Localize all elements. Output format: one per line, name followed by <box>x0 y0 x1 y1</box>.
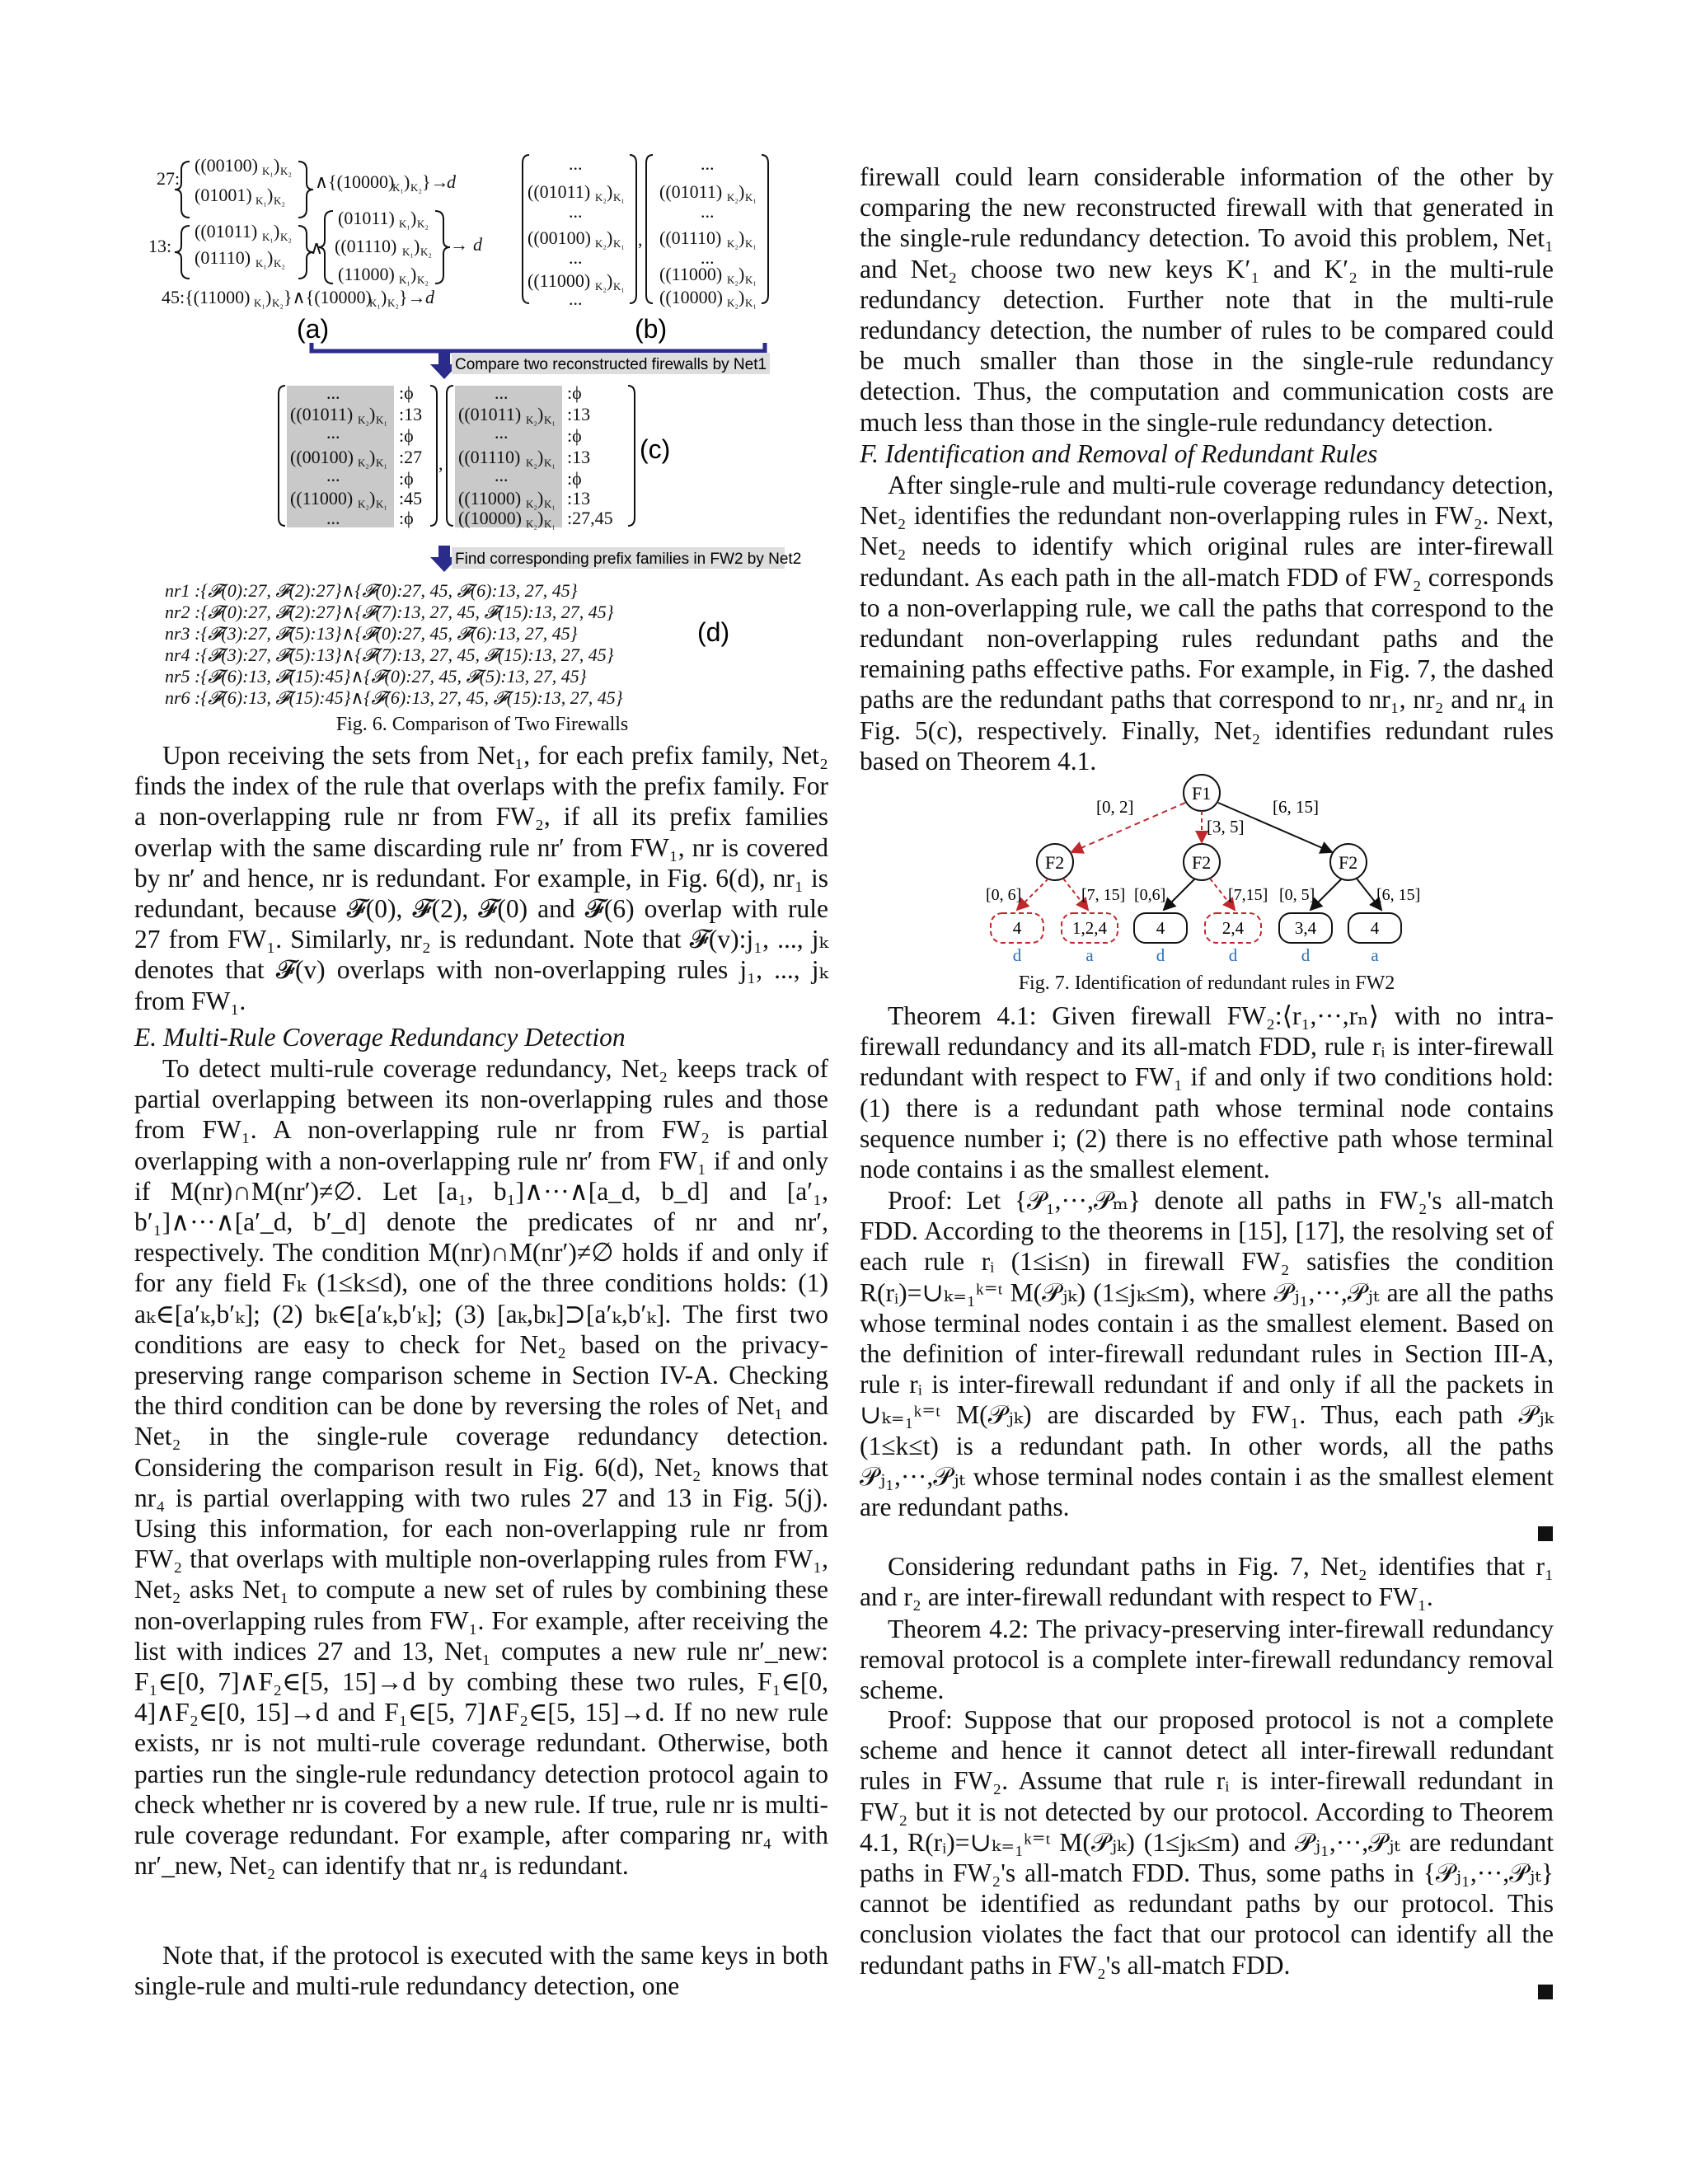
d-row: nr5 :{𝓕(6):13, 𝓕(15):45}∧{𝓕(0):27, 45, 𝓕(5):13, 27, 45} <box>165 666 587 687</box>
svg-text:K₁: K₁ <box>262 165 274 177</box>
fdd-decision: d <box>1012 945 1022 965</box>
svg-text:K₁: K₁ <box>745 191 757 204</box>
fig6-a-label27: 27: <box>157 168 181 189</box>
c-right-value: :ϕ <box>567 382 582 403</box>
c-right-value: :13 <box>567 447 591 467</box>
fdd-decision: a <box>1085 945 1094 965</box>
svg-text:): ) <box>738 264 745 284</box>
fdd-edge-label: [0, 2] <box>1096 797 1134 817</box>
c-left-value: :ϕ <box>399 425 414 446</box>
fdd-decision: d <box>1228 945 1238 965</box>
svg-text:...: ... <box>326 465 340 485</box>
svg-text:K₂: K₂ <box>727 297 738 309</box>
svg-text:∧{(10000): ∧{(10000) <box>315 171 395 192</box>
fdd-leaf-label: 4 <box>1012 918 1022 938</box>
svg-text:): ) <box>738 181 745 202</box>
fdd-edge-label: [3, 5] <box>1207 817 1245 837</box>
svg-text:((10000): ((10000) <box>458 508 522 528</box>
figure-6-caption: Fig. 6. Comparison of Two Firewalls <box>335 714 629 735</box>
left-paragraph-3: Note that, if the protocol is executed with the same keys in both single-rule and multi-rule redundancy detection, one <box>134 1941 828 2001</box>
fdd-root-label: F1 <box>1192 783 1212 804</box>
svg-text:K₂: K₂ <box>595 191 607 204</box>
c-right-value: :13 <box>567 488 591 509</box>
svg-text:K₂: K₂ <box>727 237 738 250</box>
figure-7-graphic <box>973 766 1434 972</box>
fig6-panel-a <box>148 155 483 309</box>
fdd-edge-label: [0,6] <box>1134 886 1166 904</box>
svg-text:K₂: K₂ <box>358 457 369 469</box>
c-left-value: :ϕ <box>399 468 414 489</box>
right-paragraph-2: After single-rule and multi-rule coverage redundancy detection, Net₂ identifies the redundant non-overlapping rules in FW₂. Next, Net₂ needs to identify which original rules are inter-firewall redundant. As each path in the all-match FDD of FW₂ corresponds to a non-overlapping rule, we call the paths that correspond to the redundant non-overlapping rules redundant paths and the remaining paths effective paths. For example, in Fig. 7, the dashed paths are the redundant paths that correspond to nr₁, nr₂ and nr₄ in Fig. 5(c), respectively. Finally, Net₂ identifies redundant rules based on Theorem 4.1. <box>860 471 1554 776</box>
svg-text:((11000): ((11000) <box>290 488 354 509</box>
svg-text:K₁: K₁ <box>256 257 267 269</box>
fig6-label-d: (d) <box>697 617 730 647</box>
svg-text:...: ... <box>701 153 715 174</box>
svg-text:K₁: K₁ <box>402 246 414 258</box>
svg-text:,: , <box>438 453 443 474</box>
svg-text:): ) <box>607 270 613 291</box>
svg-text:): ) <box>414 236 420 256</box>
svg-text:((01110): ((01110) <box>335 236 397 256</box>
fdd-leaf-label: 4 <box>1156 918 1165 938</box>
svg-text:K₂: K₂ <box>417 274 429 286</box>
fdd-edge-label: [6, 15] <box>1376 886 1421 904</box>
left-paragraph-1: Upon receiving the sets from Net₁, for each prefix family, Net₂ finds the index of the rule that overlaps with the prefix family. For a non-overlapping rule nr from FW₂, if all its prefix families overlap with the same discarding rule nr′ from FW₁, nr is covered by nr′ and hence, nr is redundant. For example, in Fig. 6(d), nr₁ is redundant, because 𝓕(0), 𝓕(2), 𝓕(0) and 𝓕(6) overlap with rule 27 from FW₁. Similarly, nr₂ is redundant. Note that 𝓕(v):j₁, ..., jₖ denotes that 𝓕(v) overlaps with non-overlapping rules j₁, ..., jₖ from FW₁. <box>134 741 828 1015</box>
svg-text:K₁: K₁ <box>399 274 410 286</box>
svg-text:K₁: K₁ <box>392 181 404 194</box>
svg-text:...: ... <box>701 201 715 222</box>
svg-text:K₁: K₁ <box>256 194 267 207</box>
c-left-value: :13 <box>399 404 423 424</box>
fdd-node-label: F2 <box>1192 852 1212 873</box>
c-right-value: :27,45 <box>567 508 613 528</box>
fdd-decision: d <box>1156 945 1165 965</box>
d-row: nr2 :{𝓕(0):27, 𝓕(2):27}∧{𝓕(7):13, 27, 45, 𝓕(15):13, 27, 45} <box>165 602 614 622</box>
svg-text:...: ... <box>569 247 583 268</box>
svg-text:): ) <box>369 404 376 424</box>
fig6-panel-c <box>279 382 635 530</box>
svg-text:K₂: K₂ <box>274 194 285 207</box>
fdd-leaf-label: 2,4 <box>1221 918 1245 938</box>
left-paragraph-2: To detect multi-rule coverage redundancy, Net₂ keeps track of partial overlapping between its non-overlapping rules and those from FW₁. A non-overlapping rule nr from FW₂ is partial overlapping with a non-overlapping rule nr′ from FW₁ if and only if M(nr)∩M(nr′)≠∅. Let [a₁, b₁]∧···∧[a_d, b_d] and [a′₁, b′₁]∧···∧[a′_d, b′_d] denote the predicates of nr and nr′, respectively. The condition M(nr)∩M(nr′)≠∅ holds if and only if for any field Fₖ (1≤k≤d), one of the three conditions holds: (1) aₖ∈[a′ₖ,b′ₖ]; (2) bₖ∈[a′ₖ,b′ₖ]; (3) [aₖ,bₖ]⊃[a′ₖ,b′ₖ]. The first two conditions are easy to check for Net₂ based on the privacy-preserving range comparison scheme in Section IV-A. Checking the third condition can be done by reversing the roles of Net₁ and Net₂ in the single-rule coverage redundancy detection. Considering the comparison result in Fig. 6(d), Net₂ knows that nr₄ is partial overlapping with two rules 27 and 13 in Fig. 5(j). Using this information, for each non-overlapping rule nr from FW₂ that overlaps with multiple non-overlapping rules from FW₁, Net₂ asks Net₁ to compute a new set of rules by combining these non-overlapping rules from FW₁. For example, after receiving the list with indices 27 and 13, Net₁ computes a new rule nr′_new: F₁∈[0, 7]∧F₂∈[5, 15]→d by combing these two rules, F₁∈[0, 4]∧F₂∈[0, 15]→d and F₁∈[5, 7]∧F₂∈[5, 15]→d. If no new rule exists, nr is not multi-rule coverage redundant. Otherwise, both parties run the single-rule redundancy detection protocol again to check whether nr is covered by a new rule. If true, rule nr is multi-rule coverage redundant. For example, after comparing nr₄ with nr′_new, Net₂ can identify that nr₄ is redundant. <box>134 1054 828 1881</box>
fig6-arrow2-text: Find corresponding prefix families in FW2 by Net2 <box>455 551 802 568</box>
fdd-edge-label: [0, 5] <box>1279 886 1315 904</box>
fig6-label-b: (b) <box>635 314 668 344</box>
svg-text:...: ... <box>701 247 715 268</box>
svg-text:...: ... <box>569 153 583 174</box>
svg-text:): ) <box>738 227 745 248</box>
svg-text:K₂: K₂ <box>274 257 285 269</box>
svg-text:): ) <box>267 185 274 205</box>
svg-text:45:{(11000): 45:{(11000) <box>162 287 251 307</box>
svg-text:((11000): ((11000) <box>458 488 522 509</box>
svg-text:): ) <box>537 488 544 509</box>
theorem-4-1: Theorem 4.1: Given firewall FW₂:⟨r₁,···,rₙ⟩ with no intra-firewall redundancy and its all-match FDD, rule rᵢ is inter-firewall redundant with respect to FW₁ if and only if two conditions hold: (1) there is a redundant path whose terminal node contains sequence number i; (2) there is no effective path whose terminal node contains i as the smallest element. <box>860 1001 1554 1184</box>
svg-text:(01110): (01110) <box>195 247 251 268</box>
svg-text:K₁: K₁ <box>745 274 757 286</box>
svg-text:K₁: K₁ <box>544 457 556 469</box>
svg-text:((01011): ((01011) <box>528 181 591 202</box>
c-left-value: :ϕ <box>399 382 414 403</box>
svg-text:): ) <box>265 287 272 307</box>
svg-text:K₁: K₁ <box>745 297 757 309</box>
svg-text:((00100): ((00100) <box>528 227 591 248</box>
svg-text:((01011): ((01011) <box>290 404 354 424</box>
svg-text:...: ... <box>326 422 340 443</box>
fdd-leaf-label: 3,4 <box>1294 918 1317 938</box>
svg-text:K₂: K₂ <box>526 498 537 510</box>
svg-text:): ) <box>274 155 280 176</box>
svg-text:): ) <box>537 404 544 424</box>
d-row: nr4 :{𝓕(3):27, 𝓕(5):13}∧{𝓕(7):13, 27, 45, 𝓕(15):13, 27, 45} <box>165 644 614 665</box>
svg-text:K₁: K₁ <box>613 191 625 204</box>
svg-text:K₁: K₁ <box>376 498 387 510</box>
d-row: nr3 :{𝓕(3):27, 𝓕(5):13}∧{𝓕(0):27, 45, 𝓕(6):13, 27, 45} <box>165 623 578 644</box>
svg-text:K₂: K₂ <box>526 518 537 530</box>
svg-text:K₂: K₂ <box>410 181 422 194</box>
svg-text:): ) <box>537 447 544 467</box>
svg-text:...: ... <box>326 382 340 403</box>
svg-text:K₂: K₂ <box>526 414 537 426</box>
fig6-arrow1-text: Compare two reconstructed firewalls by Net1 <box>455 356 767 373</box>
svg-text:K₁: K₁ <box>544 498 556 510</box>
end-of-proof-icon <box>1538 1526 1553 1541</box>
right-paragraph-3: Considering redundant paths in Fig. 7, Net₂ identifies that r₁ and r₂ are inter-firewall redundant with respect to FW₁. <box>860 1552 1554 1612</box>
c-right-value: :13 <box>567 404 591 424</box>
svg-text:...: ... <box>569 201 583 222</box>
svg-text:((11000): ((11000) <box>659 264 723 284</box>
section-heading-e: E. Multi-Rule Coverage Redundancy Detection <box>134 1023 626 1052</box>
svg-text:}∧{(10000): }∧{(10000) <box>284 287 372 307</box>
svg-text:K₁: K₁ <box>254 297 265 309</box>
svg-text:...: ... <box>326 508 340 528</box>
svg-text:∧: ∧ <box>310 237 324 258</box>
fdd-edge-label: [7,15] <box>1228 886 1268 904</box>
figure-6 <box>124 147 841 740</box>
svg-text:(11000): (11000) <box>338 264 395 284</box>
fig6-panel-d <box>165 580 623 708</box>
proof-1: Proof: Let {𝒫₁,···,𝒫ₘ} denote all paths in FW₂'s all-match FDD. According to the theorems in [15], [17], the resolving set of each rule rᵢ (1≤i≤n) in firewall FW₂ satisfies the condition R(rᵢ)=∪ₖ₌₁ᵏ⁼ᵗ M(𝒫ⱼₖ) (1≤jₖ≤m), where 𝒫ⱼ₁,···,𝒫ⱼₜ are all the paths whose terminal nodes contain i as the smallest element. Based on the definition of inter-firewall redundant rules in Section III-A, rule rᵢ is inter-firewall redundant if and only if all the packets in ∪ₖ₌₁ᵏ⁼ᵗ M(𝒫ⱼₖ) are discarded by FW₁. Thus, each path 𝒫ⱼₖ (1≤k≤t) is a redundant path. In other words, all the paths 𝒫ⱼ₁,···,𝒫ⱼₜ whose terminal nodes contain i as the smallest element are redundant paths. <box>860 1186 1554 1522</box>
fig6-panel-b <box>523 153 768 309</box>
svg-text:): ) <box>267 247 274 268</box>
svg-text:K₂: K₂ <box>595 237 607 250</box>
svg-text:...: ... <box>495 382 509 403</box>
svg-text:): ) <box>607 181 613 202</box>
svg-text:...: ... <box>569 288 583 309</box>
svg-text:((01110): ((01110) <box>659 227 722 248</box>
svg-text:K₁: K₁ <box>369 297 381 309</box>
svg-text:K₂: K₂ <box>727 191 738 204</box>
svg-text:): ) <box>537 508 544 528</box>
fig6-label-c: (c) <box>640 434 671 464</box>
svg-text:(01001): (01001) <box>195 185 252 205</box>
svg-text:((00100): ((00100) <box>290 447 354 467</box>
svg-text:K₁: K₁ <box>613 280 625 293</box>
svg-text:d: d <box>473 234 482 255</box>
svg-text:d: d <box>447 171 456 192</box>
fdd-leaf-label: 4 <box>1370 918 1380 938</box>
svg-text:K₂: K₂ <box>387 297 399 309</box>
svg-text:): ) <box>410 208 417 228</box>
svg-text:,: , <box>638 229 643 250</box>
svg-text:K₂: K₂ <box>727 274 738 286</box>
svg-text:): ) <box>410 264 417 284</box>
figure-6-graphic <box>124 147 841 740</box>
svg-text:K₂: K₂ <box>358 498 369 510</box>
svg-text:): ) <box>607 227 613 248</box>
end-of-proof-icon <box>1538 1985 1553 1999</box>
svg-text:K₂: K₂ <box>595 280 607 293</box>
theorem-4-2: Theorem 4.2: The privacy-preserving inter-firewall redundancy removal protocol is a complete inter-firewall redundancy removal scheme. <box>860 1615 1554 1705</box>
svg-text:((11000): ((11000) <box>528 270 591 291</box>
svg-text:((01011): ((01011) <box>195 221 258 241</box>
fdd-decision: d <box>1301 945 1311 965</box>
c-left-value: :ϕ <box>399 508 414 528</box>
fig6-c-right-values <box>567 382 613 528</box>
svg-text:}→: }→ <box>422 171 449 192</box>
fdd-node-label: F2 <box>1045 852 1065 873</box>
svg-text:K₁: K₁ <box>262 231 274 243</box>
svg-text:): ) <box>404 171 410 192</box>
svg-text:d: d <box>425 287 434 307</box>
fdd-edge-label: [0, 6] <box>986 886 1022 904</box>
section-heading-f: F. Identification and Removal of Redundant Rules <box>860 439 1378 468</box>
svg-text:K₁: K₁ <box>544 414 556 426</box>
svg-text:→: → <box>450 234 468 255</box>
c-left-value: :45 <box>399 488 423 509</box>
svg-text:K₁: K₁ <box>376 414 387 426</box>
svg-text:): ) <box>369 488 376 509</box>
svg-text:}→: }→ <box>399 287 426 307</box>
svg-text:K₂: K₂ <box>280 165 292 177</box>
fdd-leaf-label: 1,2,4 <box>1072 918 1107 938</box>
svg-text:): ) <box>381 287 387 307</box>
svg-text:K₁: K₁ <box>745 237 757 250</box>
fdd-decision: a <box>1371 945 1379 965</box>
figure-7-caption: Fig. 7. Identification of redundant rules in FW2 <box>1018 972 1395 994</box>
proof-2: Proof: Suppose that our proposed protocol is not a complete scheme and hence it cannot detect all inter-firewall redundant rules in FW₂. Assume that rule rᵢ is inter-firewall redundant in FW₂ but it is not detected by our protocol. According to Theorem 4.1, R(rᵢ)=∪ₖ₌₁ᵏ⁼ᵗ M(𝒫ⱼₖ) (1≤jₖ≤m) and 𝒫ⱼ₁,···,𝒫ⱼₜ are redundant paths in FW₂'s all-match FDD. Thus, some paths in {𝒫ⱼ₁,···,𝒫ⱼₜ} cannot be identified as redundant paths by our protocol. This conclusion violates the fact that our protocol can identify all the redundant paths in FW₂'s all-match FDD. <box>860 1705 1554 1980</box>
svg-text:((01011): ((01011) <box>458 404 522 424</box>
fdd-edge-label: [7, 15] <box>1081 886 1126 904</box>
svg-text:13:: 13: <box>148 236 172 256</box>
svg-text:K₂: K₂ <box>358 414 369 426</box>
c-right-value: :ϕ <box>567 425 582 446</box>
c-left-value: :27 <box>399 447 423 467</box>
figure-7 <box>973 766 1434 972</box>
svg-text:...: ... <box>495 422 509 443</box>
svg-text:K₂: K₂ <box>526 457 537 469</box>
svg-text:K₁: K₁ <box>613 237 625 250</box>
d-row: nr6 :{𝓕(6):13, 𝓕(15):45}∧{𝓕(6):13, 27, 45, 𝓕(15):13, 27, 45} <box>165 687 623 708</box>
fdd-edge-label: [6, 15] <box>1273 797 1319 817</box>
c-right-value: :ϕ <box>567 468 582 489</box>
svg-text:K₂: K₂ <box>280 231 292 243</box>
fdd-node-label: F2 <box>1339 852 1358 873</box>
fig6-c-left-values <box>399 382 422 528</box>
svg-text:K₂: K₂ <box>272 297 284 309</box>
svg-text:K₂: K₂ <box>420 246 432 258</box>
svg-text:((00100): ((00100) <box>195 155 258 176</box>
svg-text:((01110): ((01110) <box>458 447 521 467</box>
svg-text:): ) <box>738 287 745 307</box>
fig6-label-a: (a) <box>297 314 330 344</box>
svg-text:((01011): ((01011) <box>659 181 723 202</box>
svg-text:(01011): (01011) <box>338 208 395 228</box>
right-paragraph-1: firewall could learn considerable information of the other by comparing the new reconstructed firewall with that generated in the single-rule redundancy detection. To avoid this problem, Net₁ and Net₂ choose two new keys K′₁ and K′₂ in the multi-rule redundancy detection. Further note that in the multi-rule redundancy detection, the number of rules to be compared could be much smaller than those in the single-rule redundancy detection. Thus, the computation and communication costs are much less than those in the single-rule redundancy detection. <box>860 162 1554 437</box>
svg-text:...: ... <box>495 465 509 485</box>
svg-text:K₁: K₁ <box>399 218 410 230</box>
svg-text:K₁: K₁ <box>376 457 387 469</box>
svg-text:((10000): ((10000) <box>659 287 723 307</box>
svg-text:K₁: K₁ <box>544 518 556 530</box>
svg-text:): ) <box>369 447 376 467</box>
svg-text:): ) <box>274 221 280 241</box>
d-row: nr1 :{𝓕(0):27, 𝓕(2):27}∧{𝓕(0):27, 45, 𝓕(6):13, 27, 45} <box>165 580 578 601</box>
svg-text:K₂: K₂ <box>417 218 429 230</box>
